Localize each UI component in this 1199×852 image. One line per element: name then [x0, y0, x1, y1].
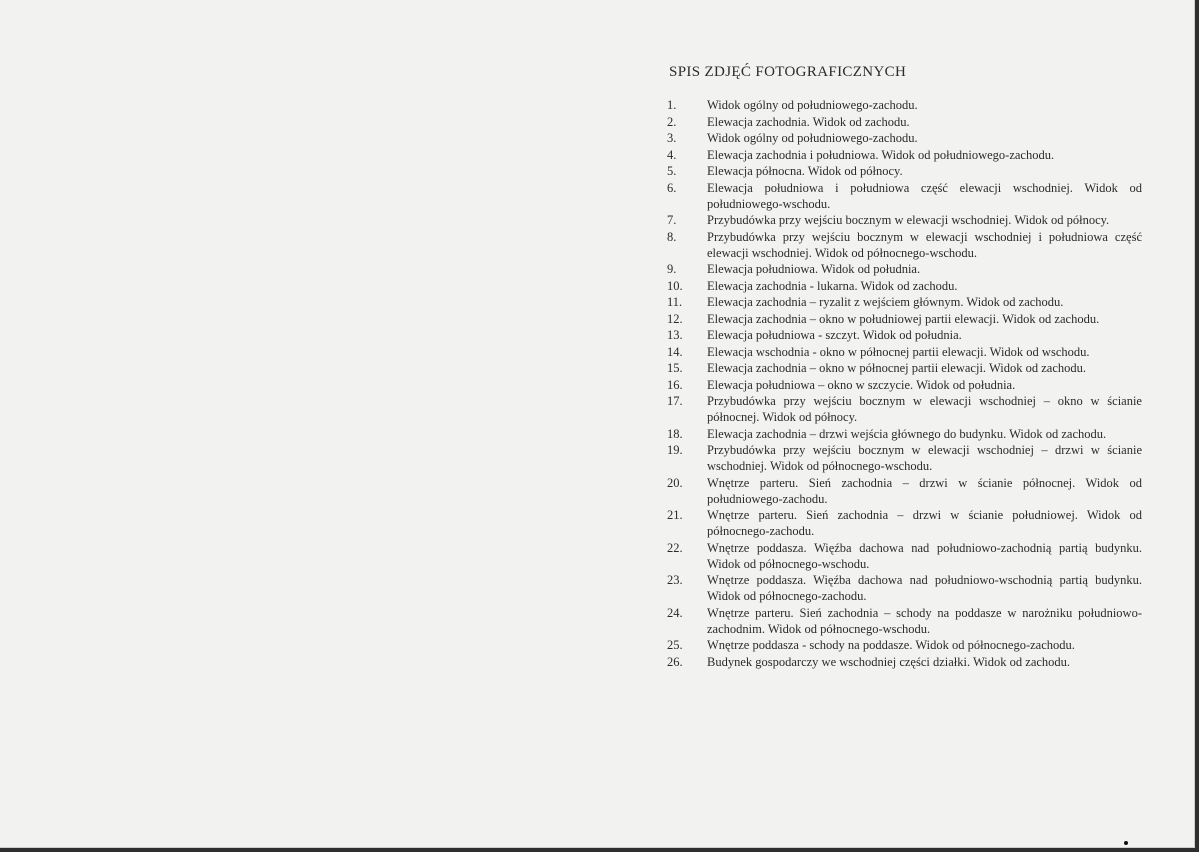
item-caption: Elewacja północna. Widok od północy.: [707, 164, 903, 178]
photo-list-section: [667, 63, 1142, 670]
list-item: [667, 130, 1142, 146]
list-item: [667, 572, 1142, 604]
item-number: 10.: [667, 278, 683, 293]
item-number: 3.: [667, 131, 677, 145]
item-number: 12.: [667, 311, 683, 326]
item-caption: Przybudówka przy wejściu bocznym w elewacji wschodniej – okno w ścianie północnej. Widok od północy.: [707, 394, 1142, 424]
list-item: [667, 163, 1142, 179]
item-number: 17.: [667, 394, 683, 408]
list-item: [667, 278, 1142, 294]
item-caption: Przybudówka przy wejściu bocznym w elewacji wschodniej. Widok od północy.: [707, 213, 1110, 227]
item-number: 19.: [667, 443, 683, 457]
item-number: 21.: [667, 508, 683, 522]
item-number: 11.: [667, 295, 683, 309]
item-caption: Przybudówka przy wejściu bocznym w elewacji wschodniej – drzwi w ścianie wschodniej. Widok od północnego-wschodu.: [707, 443, 1142, 473]
item-caption: Przybudówka przy wejściu bocznym w elewacji wschodniej i południowa część elewacji wschodniej. Widok od północnego-wschodu.: [707, 229, 1142, 260]
item-caption: Elewacja zachodnia – drzwi wejścia głównego do budynku. Widok od zachodu.: [707, 426, 1107, 441]
list-item: [667, 540, 1142, 572]
list-item: [667, 654, 1142, 670]
item-number: 26.: [667, 654, 683, 669]
item-caption: Elewacja południowa – okno w szczycie. Widok od południa.: [707, 377, 1016, 392]
item-number: 9.: [667, 262, 677, 276]
list-item: [667, 426, 1142, 442]
list-item: [667, 344, 1142, 360]
item-caption: Wnętrze poddasza - schody na poddasze. Widok od północnego-zachodu.: [707, 638, 1075, 652]
item-caption: Wnętrze poddasza. Więźba dachowa nad południowo-zachodnią partią budynku. Widok od północnego-wschodu.: [707, 540, 1142, 571]
item-number: 23.: [667, 573, 683, 587]
list-item: [667, 229, 1142, 261]
list-item: [667, 377, 1142, 393]
list-item: [667, 475, 1142, 507]
item-number: 16.: [667, 377, 683, 392]
item-caption: Elewacja południowa. Widok od południa.: [707, 262, 921, 276]
item-number: 1.: [667, 98, 677, 112]
item-caption: Wnętrze parteru. Sień zachodnia – drzwi w ścianie północnej. Widok od południowego-zachodu.: [707, 475, 1142, 506]
list-item: [667, 180, 1142, 212]
list-item: [667, 327, 1142, 343]
item-number: 25.: [667, 638, 683, 652]
item-number: 20.: [667, 475, 683, 490]
item-number: 14.: [667, 344, 683, 359]
item-caption: Elewacja południowa - szczyt. Widok od południa.: [707, 328, 962, 342]
item-caption: Elewacja zachodnia. Widok od zachodu.: [707, 114, 910, 129]
item-caption: Wnętrze poddasza. Więźba dachowa nad południowo-wschodnią partią budynku. Widok od północnego-zachodu.: [707, 573, 1142, 603]
list-item: [667, 212, 1142, 228]
item-number: 22.: [667, 540, 683, 555]
list-item: [667, 147, 1142, 163]
item-number: 18.: [667, 426, 683, 441]
scan-speck: [1124, 841, 1128, 845]
item-number: 5.: [667, 164, 677, 178]
list-item: [667, 637, 1142, 653]
item-number: 4.: [667, 147, 677, 162]
item-caption: Wnętrze parteru. Sień zachodnia – drzwi w ścianie południowej. Widok od północnego-zachodu.: [707, 508, 1142, 538]
item-caption: Wnętrze parteru. Sień zachodnia – schody na poddasze w narożniku południowo-zachodnim. Widok od północnego-wschodu.: [707, 605, 1142, 636]
list-item: [667, 442, 1142, 474]
item-number: 15.: [667, 361, 683, 375]
list-item: [667, 507, 1142, 539]
item-number: 7.: [667, 213, 677, 227]
item-number: 2.: [667, 114, 677, 129]
item-caption: Elewacja zachodnia – okno w południowej partii elewacji. Widok od zachodu.: [707, 311, 1100, 326]
list-item: [667, 360, 1142, 376]
item-number: 13.: [667, 328, 683, 342]
item-caption: Budynek gospodarczy we wschodniej części działki. Widok od zachodu.: [707, 654, 1071, 669]
item-caption: Widok ogólny od południowego-zachodu.: [707, 98, 918, 112]
item-caption: Widok ogólny od południowego-zachodu.: [707, 131, 918, 145]
list-item: [667, 393, 1142, 425]
item-number: 8.: [667, 229, 677, 244]
item-number: 24.: [667, 605, 683, 620]
item-number: 6.: [667, 180, 677, 195]
item-caption: Elewacja wschodnia - okno w północnej partii elewacji. Widok od wschodu.: [707, 344, 1090, 359]
item-caption: Elewacja zachodnia – ryzalit z wejściem głównym. Widok od zachodu.: [707, 295, 1064, 309]
list-item: [667, 261, 1142, 277]
photo-list: [667, 97, 1142, 670]
list-item: [667, 97, 1142, 113]
item-caption: Elewacja południowa i południowa część elewacji wschodniej. Widok od południowego-wschodu.: [707, 180, 1142, 211]
item-caption: Elewacja zachodnia – okno w północnej partii elewacji. Widok od zachodu.: [707, 361, 1086, 375]
list-item: [667, 114, 1142, 130]
list-item: [667, 605, 1142, 637]
item-caption: Elewacja zachodnia i południowa. Widok od południowego-zachodu.: [707, 147, 1055, 162]
list-item: [667, 294, 1142, 310]
page-title: SPIS ZDJĘĆ FOTOGRAFICZNYCH: [669, 64, 907, 80]
list-item: [667, 311, 1142, 327]
item-caption: Elewacja zachodnia - lukarna. Widok od zachodu.: [707, 278, 958, 293]
